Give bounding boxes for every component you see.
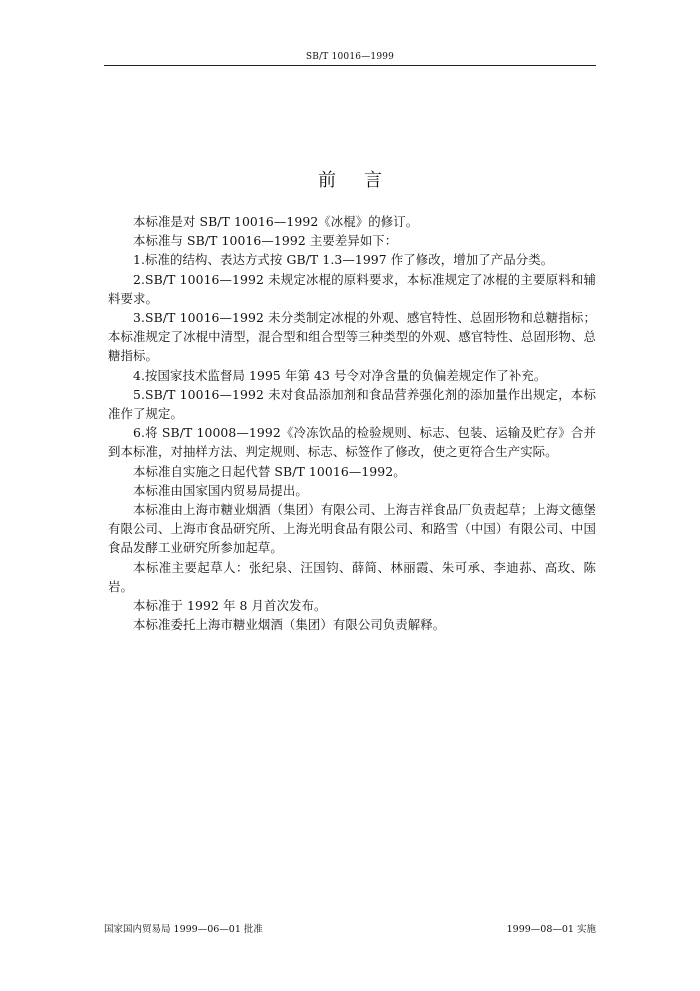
paragraph: 6.将 SB/T 10008—1992《冷冻饮品的检验规则、标志、包装、运输及贮存》合并到本标准，对抽样方法、判定规则、标志、标签作了修改，使之更符合生产实际。 bbox=[108, 425, 596, 460]
paragraph: 3.SB/T 10016—1992 未分类制定冰棍的外观、感官特性、总固形物和总糖指标；本标准规定了冰棍中清型，混合型和组合型等三种类型的外观、感官特性、总固形物、总糖指标。 bbox=[108, 310, 596, 364]
page-title: 前言 bbox=[318, 170, 410, 191]
paragraph: 本标准由国家国内贸易局提出。 bbox=[133, 482, 308, 498]
paragraph: 本标准于 1992 年 8 月首次发布。 bbox=[133, 598, 327, 614]
paragraph: 4.按国家技术监督局 1995 年第 43 号令对净含量的负偏差规定作了补充。 bbox=[133, 367, 547, 383]
header-divider bbox=[104, 65, 596, 66]
running-header: SB/T 10016—1999 bbox=[305, 52, 395, 62]
paragraph: 2.SB/T 10016—1992 未规定冰棍的原料要求，本标准规定了冰棍的主要原料和辅料要求。 bbox=[108, 271, 596, 306]
paragraph: 1.标准的结构、表达方式按 GB/T 1.3—1997 作了修改，增加了产品分类。 bbox=[133, 252, 554, 268]
implementation-note: 1999—08—01 实施 bbox=[506, 924, 596, 935]
paragraph: 本标准是对 SB/T 10016—1992《冰棍》的修订。 bbox=[133, 214, 419, 229]
paragraph: 本标准主要起草人：张纪泉、汪国钧、薛简、林丽霞、朱可承、李迪荪、高玫、陈岩。 bbox=[108, 559, 596, 594]
preface-body bbox=[108, 212, 596, 634]
paragraph: 5.SB/T 10016—1992 未对食品添加剂和食品营养强化剂的添加量作出规定，本标准作了规定。 bbox=[108, 386, 596, 422]
paragraph: 本标准由上海市糖业烟酒（集团）有限公司、上海吉祥食品厂负责起草；上海文德堡有限公司、上海市食品研究所、上海光明食品有限公司、和路雪（中国）有限公司、中国食品发酵工业研究所参加起草。 bbox=[108, 502, 596, 556]
paragraph: 本标准自实施之日起代替 SB/T 10016—1992。 bbox=[133, 463, 406, 479]
paragraph: 本标准委托上海市糖业烟酒（集团）有限公司负责解释。 bbox=[133, 617, 446, 633]
approval-note: 国家国内贸易局 1999—06—01 批准 bbox=[104, 924, 263, 935]
paragraph: 本标准与 SB/T 10016—1992 主要差异如下： bbox=[133, 233, 398, 249]
